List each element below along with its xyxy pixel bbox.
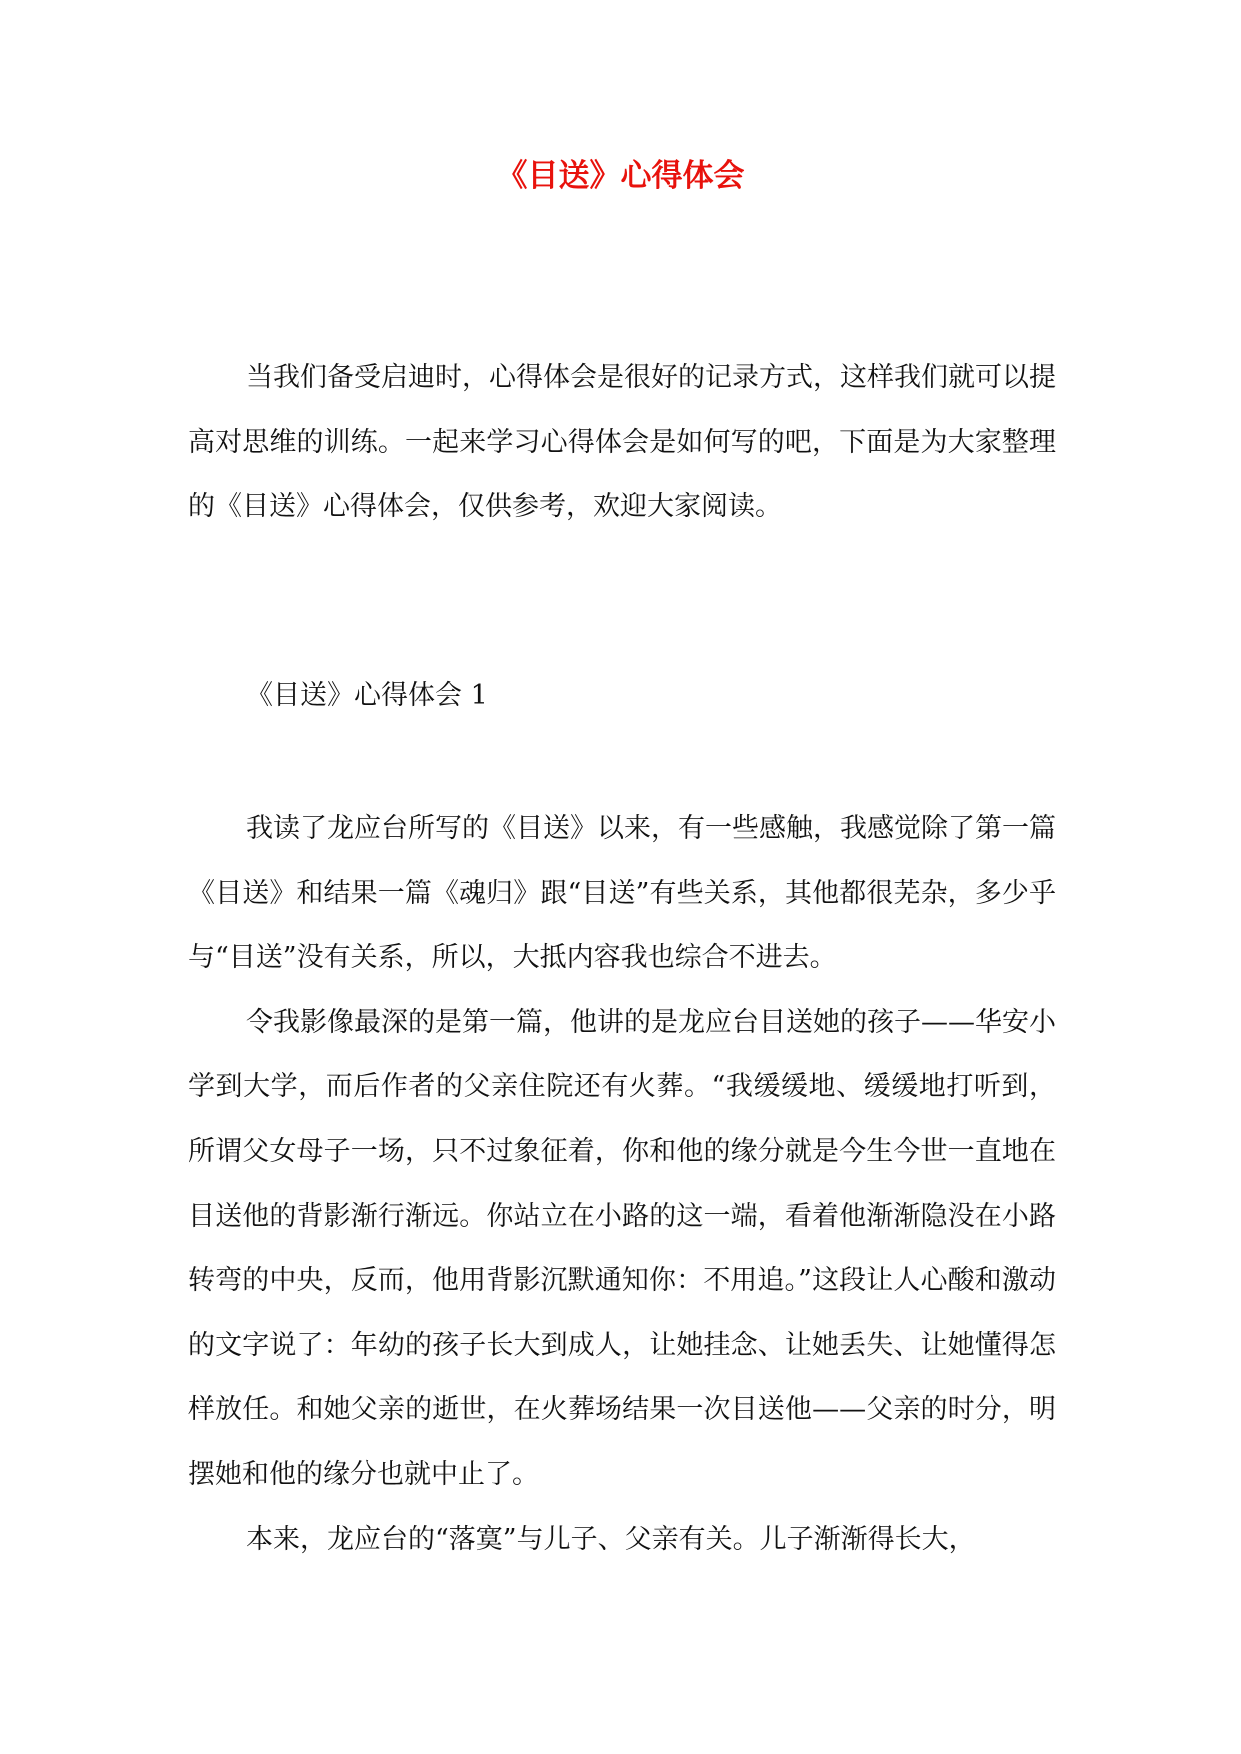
body-text-block <box>188 797 1056 1572</box>
body-paragraph-1: 我读了龙应台所写的《目送》以来，有一些感触，我感觉除了第一篇《目送》和结果一篇《魂归》跟“目送”有些关系，其他都很芜杂，多少乎与“目送”没有关系，所以，大抵内容我也综合不进去。 <box>188 813 1056 974</box>
section-title: 《目送》心得体会 1 <box>246 680 488 711</box>
body-paragraph-3: 本来，龙应台的“落寞”与儿子、父亲有关。儿子渐渐得长大， <box>246 1523 976 1555</box>
document-title: 《目送》心得体会 <box>496 158 745 194</box>
intro-block <box>188 346 1056 540</box>
body-paragraph-2: 令我影像最深的是第一篇，他讲的是龙应台目送她的孩子——华安小学到大学，而后作者的父亲住院还有火葬。“我缓缓地、缓缓地打听到，所谓父女母子一场，只不过象征着，你和他的缘分就是今生今世一直地在目送他的背影渐行渐远。你站立在小路的这一端，看着他渐渐隐没在小路转弯的中央，反而，他用背影沉默通知你：不用追。”这段让人心酸和激动的文字说了：年幼的孩子长大到成人，让她挂念、让她丢失、让她懂得怎样放任。和她父亲的逝世，在火葬场结果一次目送他——父亲的时分，明摆她和他的缘分也就中止了。 <box>188 1006 1056 1490</box>
intro-paragraph: 当我们备受启迪时，心得体会是很好的记录方式，这样我们就可以提高对思维的训练。一起来学习心得体会是如何写的吧，下面是为大家整理的《目送》心得体会，仅供参考，欢迎大家阅读。 <box>188 362 1056 523</box>
